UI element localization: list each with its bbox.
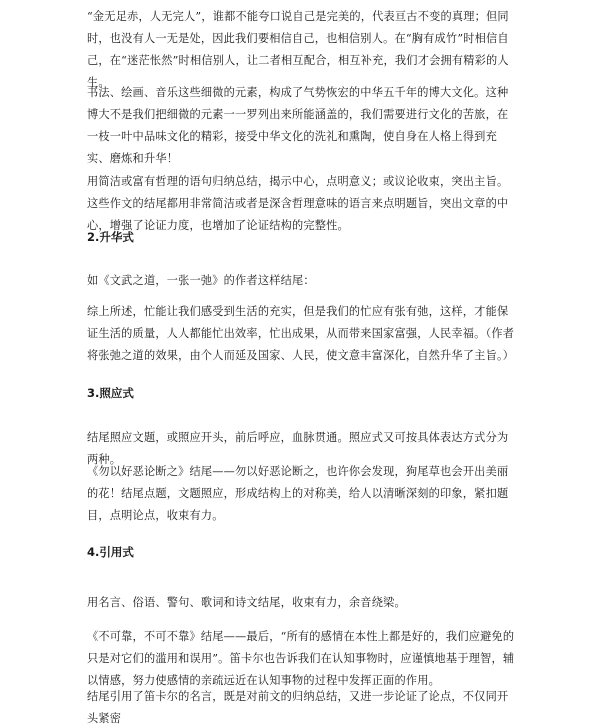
paragraph-busy-example: 综上所述，忙能让我们感受到生活的充实，但是我们的忙应有张有弛，这样，才能保证生活的质量，人人都能忙出效率，忙出成果，从而带来国家富强，人民幸福。（作者将张弛之道的效果，由个人而延及国家、人民，使文意丰富深化，自然升华了主旨。） bbox=[87, 305, 515, 362]
paragraph-quotation-method: 用名言、俗语、警句、歌词和诗文结尾，收束有力，余音绕梁。 bbox=[87, 596, 406, 609]
heading-quotation: 4.引用式 bbox=[87, 545, 134, 559]
paragraph-echo-example: 《勿以好恶论断之》结尾——勿以好恶论断之，也许你会发现，狗尾草也会开出美丽的花！结尾点题，文题照应，形成结构上的对称美，给人以清晰深刻的印象，紧扣题目，点明论点，收束有力。 bbox=[87, 465, 509, 522]
paragraph-echo-method: 结尾照应文题，或照应开头，前后呼应，血脉贯通。照应式又可按具体表达方式分为两种。 bbox=[87, 431, 509, 466]
heading-sublimation: 2.升华式 bbox=[87, 230, 134, 244]
paragraph-quotation-analysis: 结尾引用了笛卡尔的名言，既是对前文的归纳总结，又进一步论证了论点，不仅同开头紧密 bbox=[87, 690, 509, 725]
paragraph-chinese-culture: 书法、绘画、音乐这些细微的元素，构成了气势恢宏的中华五千年的博大文化。这种博大不是我们把细微的元素一一罗列出来所能涵盖的，我们需要进行文化的苦旅，在一枝一叶中品味文化的精彩，接受中华文化的洗礼和熏陶，使自身在人格上得到充实、磨炼和升华！ bbox=[87, 86, 509, 165]
paragraph-example-intro: 如《文武之道，一张一弛》的作者这样结尾： bbox=[87, 274, 315, 287]
paragraph-summary-method: 用简洁或富有哲理的语句归纳总结，揭示中心，点明意义；或议论收束，突出主旨。这些作文的结尾都用非常简洁或者是深含哲理意味的语言来点明题旨，突出文章的中心，增强了论证力度，也增加了论证结构的完整性。 bbox=[87, 175, 509, 232]
heading-echo: 3.照应式 bbox=[87, 386, 134, 400]
paragraph-quotation-example: 《不可靠，不可不靠》结尾——最后，“所有的感情在本性上都是好的，我们应避免的只是对它们的滥用和误用”。笛卡尔也告诉我们在认知事物时，应谨慎地基于理智，辅以情感，努力使感情的亲疏远近在认知事物的过程中发挥正面的作用。 bbox=[87, 630, 515, 687]
paragraph-opening-quote: “金无足赤，人无完人”，谁都不能夸口说自己是完美的，代表亘古不变的真理；但同时，也没有人一无是处，因此我们要相信自己，也相信别人。在“胸有成竹”时相信自己，在“迷茫怅然”时相信别人，让二者相互配合，相互补充，我们才会拥有精彩的人生。 bbox=[87, 10, 509, 89]
